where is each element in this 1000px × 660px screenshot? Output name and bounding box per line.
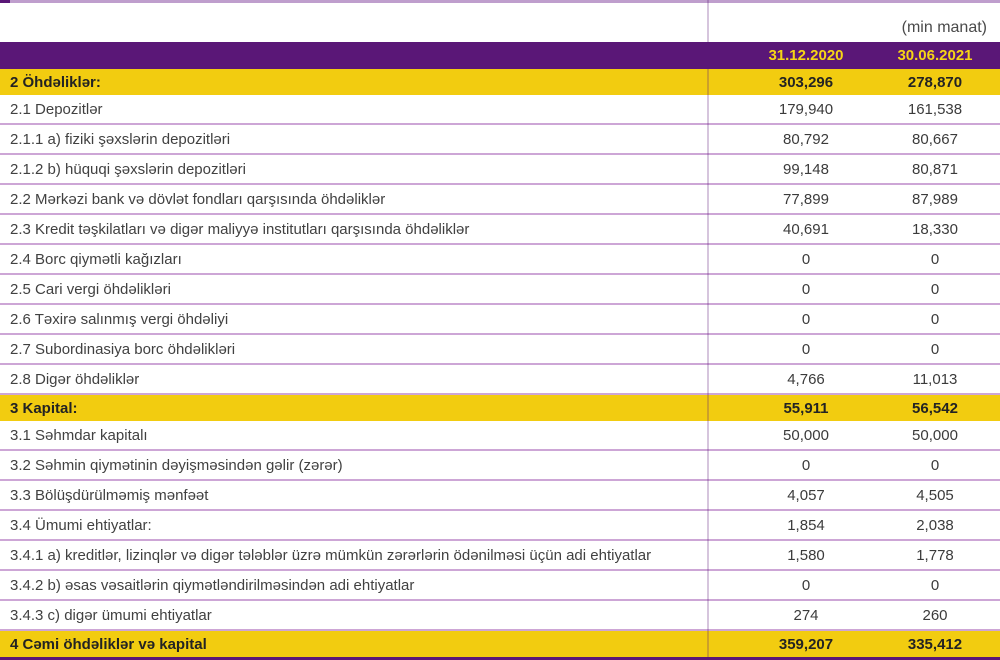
table-body [0,69,1000,657]
value-31-12-2020: 274 [793,606,819,624]
value-31-12-2020: 0 [801,340,811,358]
row-label: 2.1 Depozitlər [10,100,103,118]
table-row [0,185,1000,215]
value-30-06-2021: 0 [930,280,940,298]
value-31-12-2020: 0 [801,456,811,474]
value-31-12-2020: 359,207 [778,635,834,653]
unit-note: (min manat) [901,19,987,36]
value-30-06-2021: 0 [930,576,940,594]
row-label: 3 Kapital: [10,399,78,417]
table-row [0,365,1000,395]
row-label: 3.4.1 a) kreditlər, lizinqlər və digər tələblər üzrə mümkün zərərlərin ödənilməsi üçün adi ehtiyatlar [10,546,652,564]
value-30-06-2021: 18,330 [912,220,958,238]
top-border-accent [0,0,10,3]
table-row [0,245,1000,275]
row-label: 3.4.3 c) digər ümumi ehtiyatlar [10,606,212,624]
section-row [0,69,1000,95]
row-label: 3.3 Bölüşdürülməmiş mənfəət [10,486,209,504]
row-label: 3.2 Səhmin qiymətinin dəyişməsindən gəlir (zərər) [10,456,343,474]
value-30-06-2021: 0 [930,456,940,474]
value-31-12-2020: 4,057 [787,486,825,504]
table-row [0,601,1000,631]
value-30-06-2021: 80,871 [912,160,958,178]
value-31-12-2020: 0 [801,280,811,298]
value-31-12-2020: 55,911 [783,399,829,417]
table-row [0,95,1000,125]
value-30-06-2021: 335,412 [907,635,963,653]
row-label: 2.6 Təxirə salınmış vergi öhdəliyi [10,310,229,328]
row-label: 3.4.2 b) əsas vəsaitlərin qiymətləndirilməsindən adi ehtiyatlar [10,576,415,594]
table-row [0,215,1000,245]
value-30-06-2021: 11,013 [912,370,958,388]
value-30-06-2021: 1,778 [916,546,954,564]
table-row [0,511,1000,541]
value-31-12-2020: 50,000 [783,426,829,444]
row-label: 2.7 Subordinasiya borc öhdəlikləri [10,340,236,358]
value-30-06-2021: 0 [930,250,940,268]
row-label: 3.1 Səhmdar kapitalı [10,426,148,444]
value-31-12-2020: 4,766 [787,370,825,388]
value-31-12-2020: 179,940 [778,100,834,118]
unit-note-row [0,3,1000,42]
section-row [0,631,1000,657]
value-31-12-2020: 80,792 [783,130,829,148]
row-label: 2.2 Mərkəzi bank və dövlət fondları qarşısında öhdəliklər [10,190,386,208]
row-label: 2 Öhdəliklər: [10,73,101,91]
value-31-12-2020: 0 [801,310,811,328]
row-label: 2.1.1 a) fiziki şəxslərin depozitləri [10,130,231,148]
column-header-30-06-2021: 30.06.2021 [897,47,973,64]
table-row [0,541,1000,571]
row-label: 2.3 Kredit təşkilatları və digər maliyyə institutları qarşısında öhdəliklər [10,220,470,238]
column-header-31-12-2020: 31.12.2020 [768,47,844,64]
table-row [0,421,1000,451]
row-label: 2.1.2 b) hüquqi şəxslərin depozitləri [10,160,246,178]
value-31-12-2020: 303,296 [778,73,834,91]
table-row [0,125,1000,155]
table-row [0,451,1000,481]
table-row [0,481,1000,511]
table-row [0,335,1000,365]
row-label: 2.4 Borc qiymətli kağızları [10,250,182,268]
value-31-12-2020: 99,148 [783,160,829,178]
value-30-06-2021: 4,505 [916,486,954,504]
table-row [0,155,1000,185]
section-row [0,395,1000,421]
value-30-06-2021: 2,038 [916,516,954,534]
row-label: 3.4 Ümumi ehtiyatlar: [10,516,152,534]
value-30-06-2021: 87,989 [912,190,958,208]
value-31-12-2020: 1,854 [787,516,825,534]
value-30-06-2021: 161,538 [907,100,963,118]
row-label: 2.8 Digər öhdəliklər [10,370,140,388]
value-30-06-2021: 80,667 [912,130,958,148]
row-label: 2.5 Cari vergi öhdəlikləri [10,280,171,298]
value-30-06-2021: 50,000 [912,426,958,444]
value-31-12-2020: 77,899 [783,190,829,208]
table-row [0,571,1000,601]
value-31-12-2020: 0 [801,250,811,268]
value-30-06-2021: 56,542 [912,399,958,417]
table-header-row [0,42,1000,69]
value-30-06-2021: 278,870 [907,73,963,91]
value-30-06-2021: 0 [930,340,940,358]
value-30-06-2021: 0 [930,310,940,328]
row-label: 4 Cəmi öhdəliklər və kapital [10,635,207,653]
value-31-12-2020: 1,580 [787,546,825,564]
top-border-line [0,0,1000,3]
value-31-12-2020: 40,691 [783,220,829,238]
table-row [0,275,1000,305]
table-row [0,305,1000,335]
value-30-06-2021: 260 [922,606,948,624]
value-31-12-2020: 0 [801,576,811,594]
